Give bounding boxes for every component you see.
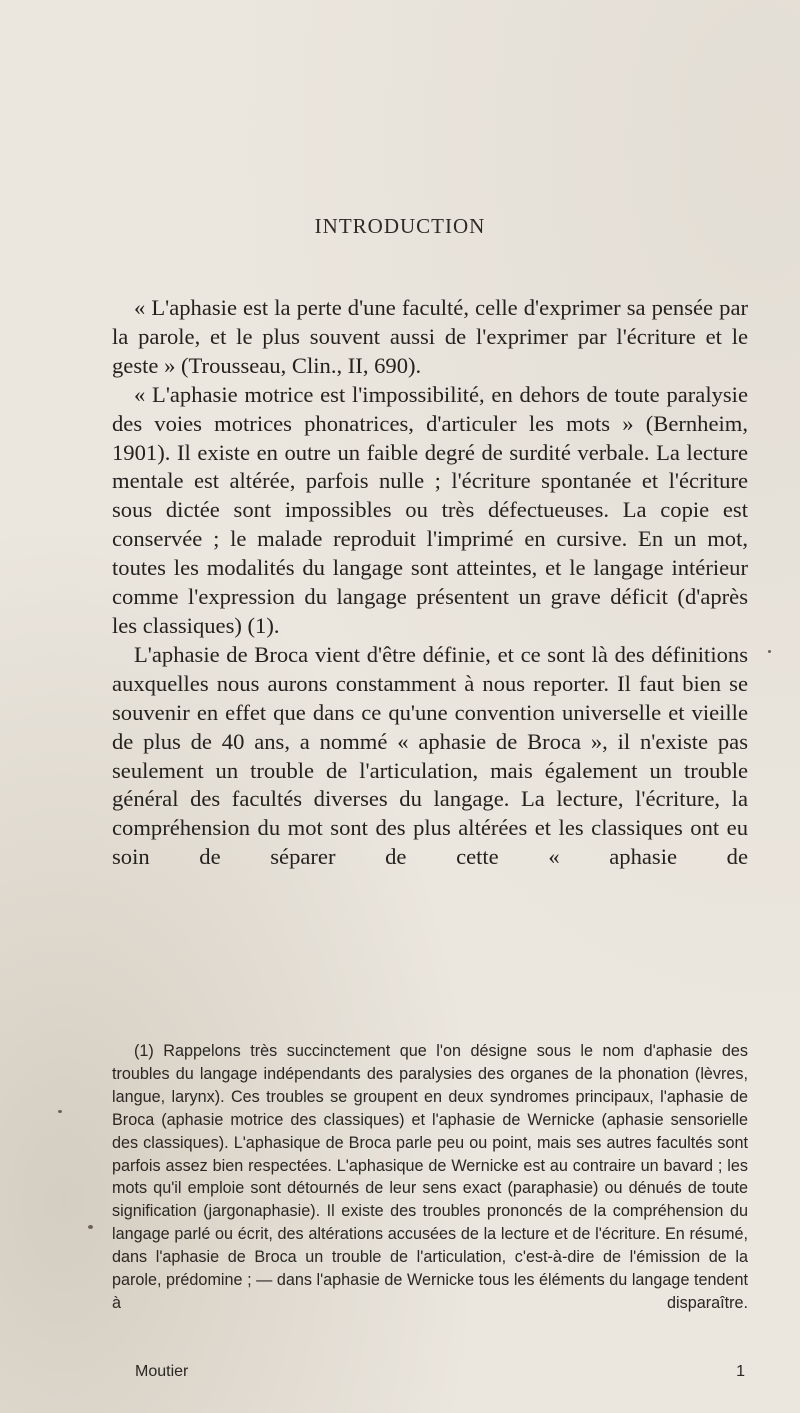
footer-author: Moutier	[135, 1363, 189, 1380]
paper-speck	[768, 650, 771, 653]
paragraph-broca-aphasia: L'aphasie de Broca vient d'être définie, et ce sont là des définitions auxquelles nous aurons constamment à nous reporter. Il faut bien se souvenir en effet que dans ce qu'une convention universelle et vieille de plus de 40 ans, a nommé « aphasie de Broca », il n'existe pas seulement un trouble de l'articulation, mais également un trouble général des facultés diverses du langage. La lecture, l'écriture, la compréhension du mot sont des plus altérées et les classiques ont eu soin de séparer de cette « aphasie de	[112, 641, 748, 870]
running-head: INTRODUCTION	[314, 214, 486, 238]
signature-mark: 1	[736, 1363, 745, 1380]
paper-speck	[88, 1225, 93, 1229]
paragraph-trousseau-quote: « L'aphasie est la perte d'une faculté, celle d'exprimer sa pensée par la parole, et le plus souvent aussi de l'exprimer par l'écriture et le geste » (Trousseau, Clin., II, 690).	[112, 295, 748, 378]
paper-speck	[58, 1110, 62, 1113]
main-text	[112, 294, 748, 872]
footnote	[112, 1040, 748, 1315]
paragraph-motor-aphasia: « L'aphasie motrice est l'impossibilité, en dehors de toute paralysie des voies motrices phonatrices, d'articuler les mots » (Bernheim, 1901). Il existe en outre un faible degré de surdité verbale. La lecture mentale est altérée, parfois nulle ; l'écriture spontanée et l'écriture sous dictée sont impossibles ou très défectueuses. La copie est conservée ; le malade reproduit l'imprimé en cursive. En un mot, toutes les modalités du langage sont atteintes, et le langage intérieur comme l'expression du langage présentent un grave déficit (d'après les classiques) (1).	[112, 381, 748, 638]
footnote-text: (1) Rappelons très succinctement que l'on désigne sous le nom d'aphasie des troubles du langage indépendants des paralysies des organes de la phonation (lèvres, langue, larynx). Ces troubles se groupent en deux syndromes principaux, l'aphasie de Broca (aphasie motrice des classiques) et l'aphasie de Wernicke (aphasie sensorielle des classiques). L'aphasique de Broca parle peu ou point, mais ses autres facultés sont parfois assez bien respectées. L'aphasique de Wernicke est au contraire un bavard ; les mots qu'il emploie sont détournés de leur sens exact (paraphasie) ou dénués de toute signification (jargonaphasie). Il existe des troubles prononcés de la compréhension du langage parlé ou écrit, des altérations accusées de la lecture et de l'écriture. En résumé, dans l'aphasie de Broca un trouble de l'articulation, c'est-à-dire de l'émission de la parole, prédomine ; — dans l'aphasie de Wernicke tous les éléments du langage tendent à disparaître.	[112, 1042, 748, 1312]
